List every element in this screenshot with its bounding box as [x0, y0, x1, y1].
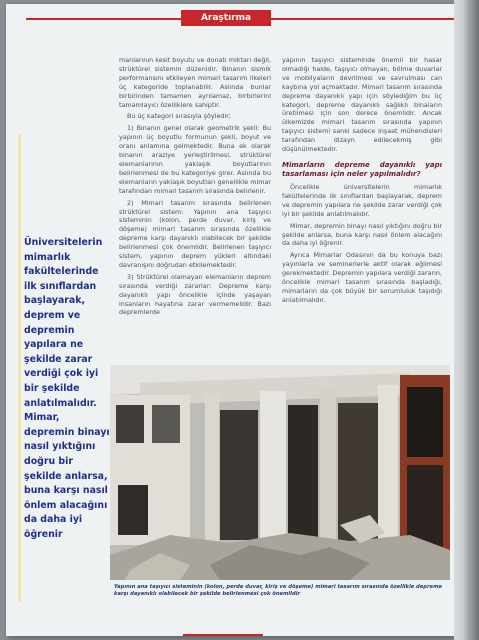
paragraph: Öncelikle üniversitelerin mimarlık fakültelerinde ilk sınıflardan başlayarak, deprem ve depremin yapılara ne şekilde zarar verdiği çok iyi bir şekilde anlatılmalıdır.: [282, 182, 442, 218]
subheading: Mimarların depreme dayanıklı yapı tasarlaması için neler yapılmalıdır?: [282, 160, 442, 178]
section-tag: Araştırma: [181, 10, 271, 26]
footer-tag: [183, 634, 263, 636]
paragraph: manlarının kesit boyutu ve donatı miktarı değil, strüktürel sistemin düzenidir. Binanın sismik performansını etkileyen mimari tasarım ilkeleri üç kategoride toplanabilir. Aslında bunlar birbirinden tamamen ayrılamaz, birbirlerini tamamlayıcı özelliklere sahiptir.: [119, 56, 271, 109]
paragraph: 1) Binanın genel olarak geometrik şekli: Bu yapının üç boyutlu formunun şekli, boyut ve oranı anlamına gelmektedir. Buna ek olarak binanın araziye yerleştirilmesi, strüktürel elemanlarının yaklaşık boyutlarının belirlenmesi de bu kategoriye girer. Aslında bu elemanların yaklaşık boyutları genellikle mimar tarafından mimari tasarım sırasında belirlenir.: [119, 124, 271, 195]
sidebar-accent-bar: [18, 134, 21, 602]
paragraph: Mimar, depremin binayı nasıl yıktığını doğru bir şekilde anlarsa, buna karşı nasıl önlem alacağını da daha iyi öğrenir.: [282, 221, 442, 248]
earthquake-damage-photo: [110, 365, 450, 580]
text-column-2: [282, 56, 442, 308]
page-edge: [454, 0, 479, 640]
paragraph: yapının taşıyıcı sisteminde önemli bir hasar olmadığı halde, taşıyıcı olmayan, bölme duvarlar ve mobilyaların devrilmesi ve savrulması can kaybına yol açmaktadır. Mimari tasarım sırasında depreme dayanıklı yapı için söylediğim bu üç kategori, depreme dayanıklı sağlıklı binaların üretilmesi için son derece önemlidir. Ancak ülkemizde mimari tasarım sırasında yapının taşıyıcı sistemi sanki sadece inşaat mühendisleri tarafından dizayn edilecekmiş gibi düşünülmektedir.: [282, 56, 442, 154]
paragraph: 3) Strüktürel olamayan elemanların deprem sırasında verdiği zararlar: Depreme karşı dayanıklı yapı öncelikle içinde yaşayan insanların hayatına zarar vermemelidir. Bazı depremlerde: [119, 272, 271, 317]
collapsed-building-illustration: [110, 365, 450, 580]
paragraph: Bu üç kategori sırasıyla şöyledir;: [127, 112, 232, 121]
text-column-1: [119, 56, 271, 320]
magazine-page: [6, 4, 454, 636]
paragraph: Ayrıca Mimarlar Odasının da bu konuya bazı yayınlarla ve seminerlerle aktif olarak eğilmesi gerekmektedir. Depremin yapılara verdiği zararın, öncelikle mimari tasarım sırasında başladığı, mimarların da çok büyük bir sorumluluk taşıdığı anlatılmalıdır.: [282, 251, 442, 304]
photo-caption: Yapının ana taşıyıcı sisteminin (kolon, perde duvar, kiriş ve döşeme) mimari tasarım sırasında özellikle depreme karşı dayanıklı olabilecek bir şekilde belirlenmesi çok önemlidir: [114, 584, 443, 597]
paragraph: 2) Mimari tasarım sırasında belirlenen strüktürel sistem: Yapının ana taşıyıcı sisteminin (kolon, perde duvar, kiriş ve döşeme) mimari tasarım sırasında özellikle depreme karşı dayanıklı olabilecek bir şekilde belirlenmesi çok önemlidir. Belirlenen taşıyıcı sistem, yapının deprem yükleri altındaki davranışını doğrudan etkilemektedir.: [119, 198, 271, 269]
pull-quote: Üniversitelerin mimarlık fakültelerinde ilk sınıflardan başlayarak, deprem ve depremin yapılara ne şekilde zarar verdiği çok iyi bir şekilde anlatılmalıdır. Mimar, depremin binayı nasıl yıktığını doğru bir şekilde anlarsa, buna karşı nasıl önlem alacağını da daha iyi öğrenir: [24, 237, 110, 540]
